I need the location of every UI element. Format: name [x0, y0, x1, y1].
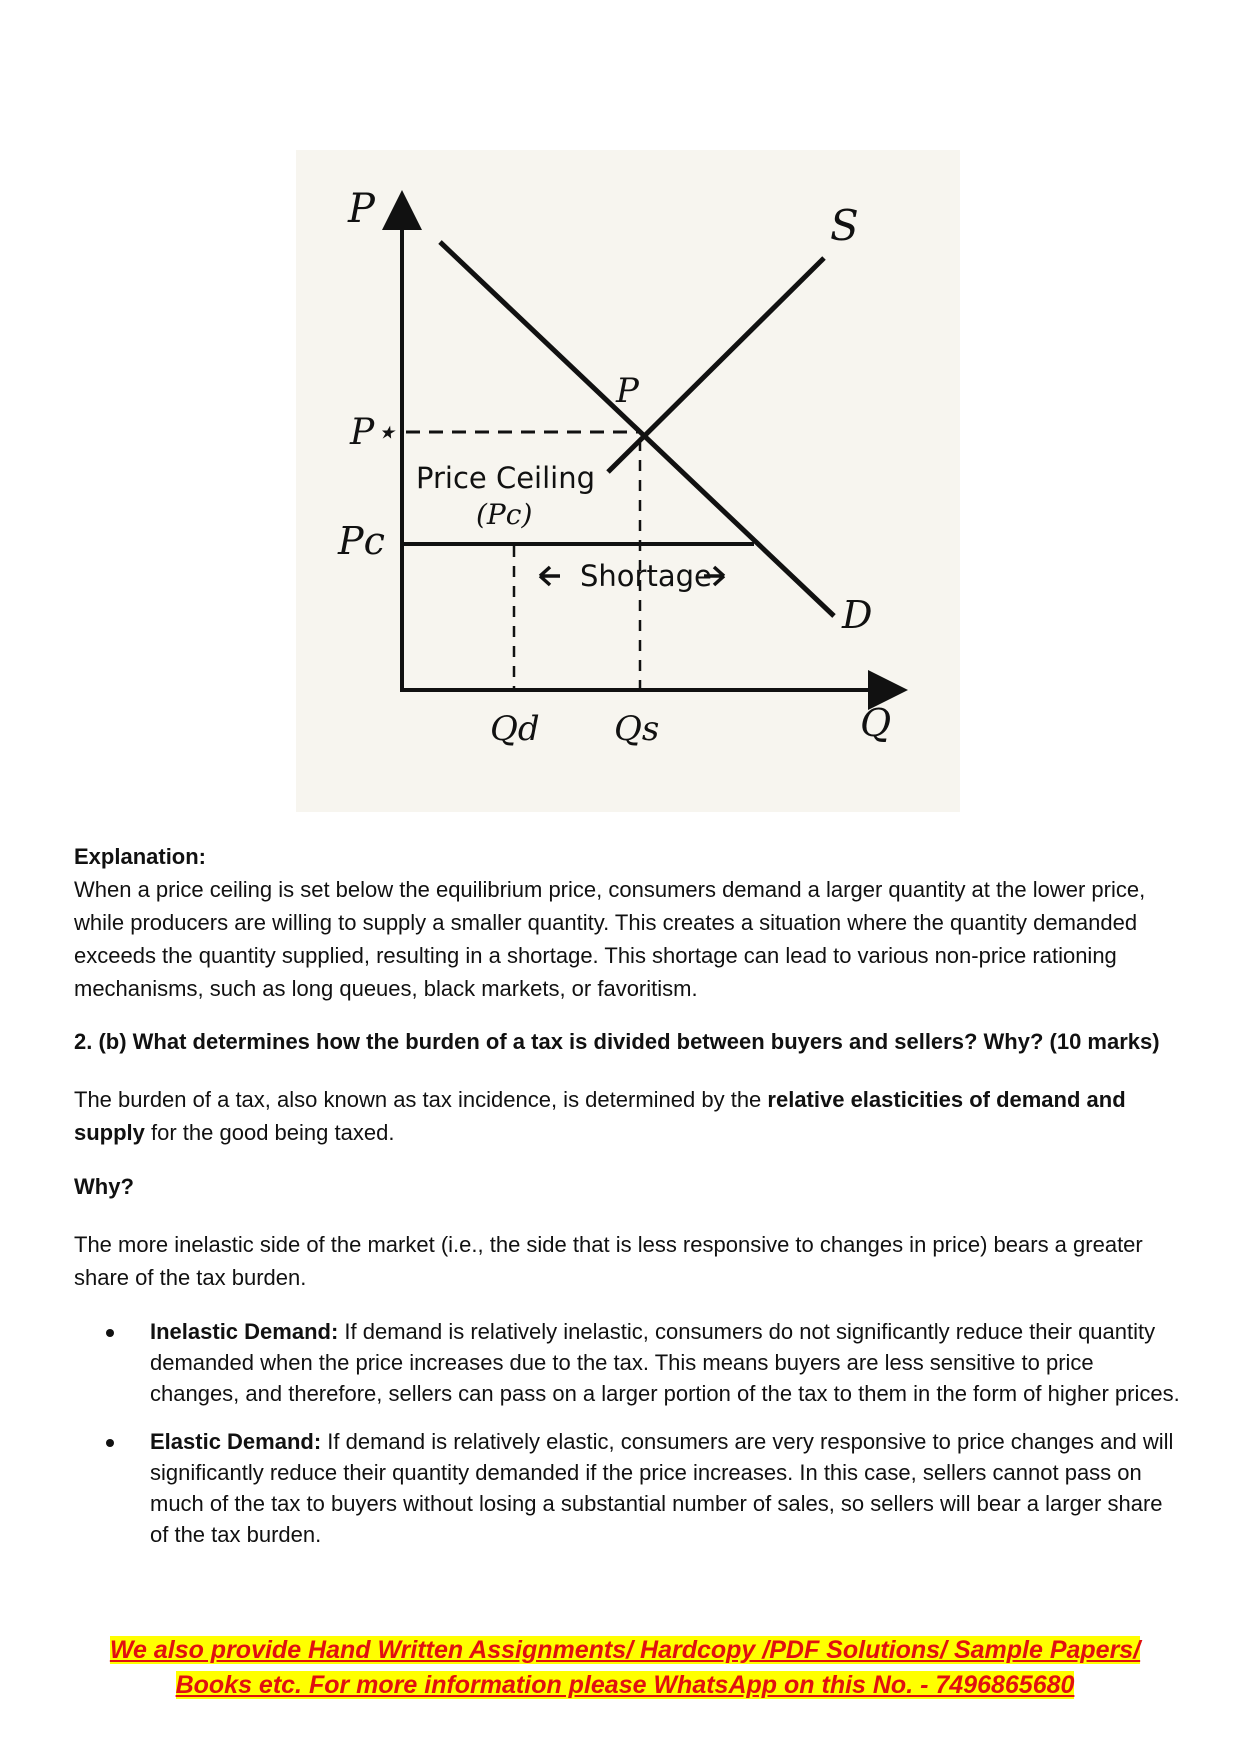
why-paragraph: The more inelastic side of the market (i.e., the side that is less responsive to changes in price) bears a greater share of the tax burden.	[74, 1232, 1143, 1290]
explanation-section	[74, 840, 1184, 1005]
answer-text-bold: relative elasticities of demand and supply	[74, 1087, 1126, 1145]
promo-banner	[90, 1633, 1160, 1703]
q-axis-label: Q	[860, 701, 892, 745]
p-axis-label: P	[348, 186, 375, 232]
bullet-text: If demand is relatively elastic, consumers are very responsive to price changes and will significantly reduce their quantity demanded if the price increases. In this case, sellers cannot pass on much of the tax to buyers without losing a substantial number of sales, so sellers will bear a larger share of the tax burden.	[150, 1429, 1174, 1547]
pstar-label: P⋆	[350, 412, 397, 453]
bullet-list	[74, 1316, 1184, 1567]
bullet-title: Elastic Demand:	[150, 1429, 322, 1454]
list-item	[74, 1426, 1184, 1550]
pc-label: Pc	[338, 519, 385, 563]
demand-label: D	[842, 593, 873, 637]
list-item	[74, 1316, 1184, 1409]
explanation-text: When a price ceiling is set below the equilibrium price, consumers demand a larger quantity at the lower price, while producers are willing to supply a smaller quantity. This creates a situation where the quantity demanded exceeds the quantity supplied, resulting in a shortage. This shortage can lead to various non-price rationing mechanisms, such as long queues, black markets, or favoritism.	[74, 877, 1146, 1001]
shortage-label: Shortage	[580, 559, 712, 593]
promo-line-2: Books etc. For more information please WhatsApp on this No. - 7496865680	[175, 1671, 1075, 1699]
shortage-left-arrow	[540, 567, 560, 585]
price-ceiling-symbol: (Pc)	[476, 498, 533, 531]
supply-curve	[608, 258, 824, 472]
supply-label: S	[830, 201, 859, 250]
equilibrium-label: P	[616, 371, 639, 411]
question-heading: 2. (b) What determines how the burden of a tax is divided between buyers and sellers? Why? (10 marks)	[74, 1029, 1160, 1054]
price-ceiling-diagram	[296, 150, 960, 812]
bullet-title: Inelastic Demand:	[150, 1319, 339, 1344]
why-heading: Why?	[74, 1174, 134, 1199]
qd-label: Qd	[490, 709, 540, 749]
explanation-heading: Explanation:	[74, 844, 207, 869]
answer-text-before: The burden of a tax, also known as tax incidence, is determined by the	[74, 1087, 768, 1112]
promo-line-1: We also provide Hand Written Assignments/ Hardcopy /PDF Solutions/ Sample Papers/	[109, 1636, 1141, 1664]
qs-label: Qs	[614, 709, 660, 749]
diagram-svg	[296, 150, 960, 812]
price-ceiling-label: Price Ceiling	[416, 461, 596, 495]
bullet-icon	[106, 1329, 114, 1337]
answer-paragraph	[74, 1083, 1184, 1149]
bullet-text: If demand is relatively inelastic, consumers do not significantly reduce their quantity demanded when the price increases due to the tax. This means buyers are less sensitive to price changes, and therefore, sellers can pass on a larger portion of the tax to them in the form of higher prices.	[150, 1319, 1180, 1406]
answer-text-after: for the good being taxed.	[144, 1120, 395, 1145]
bullet-icon	[106, 1439, 114, 1447]
